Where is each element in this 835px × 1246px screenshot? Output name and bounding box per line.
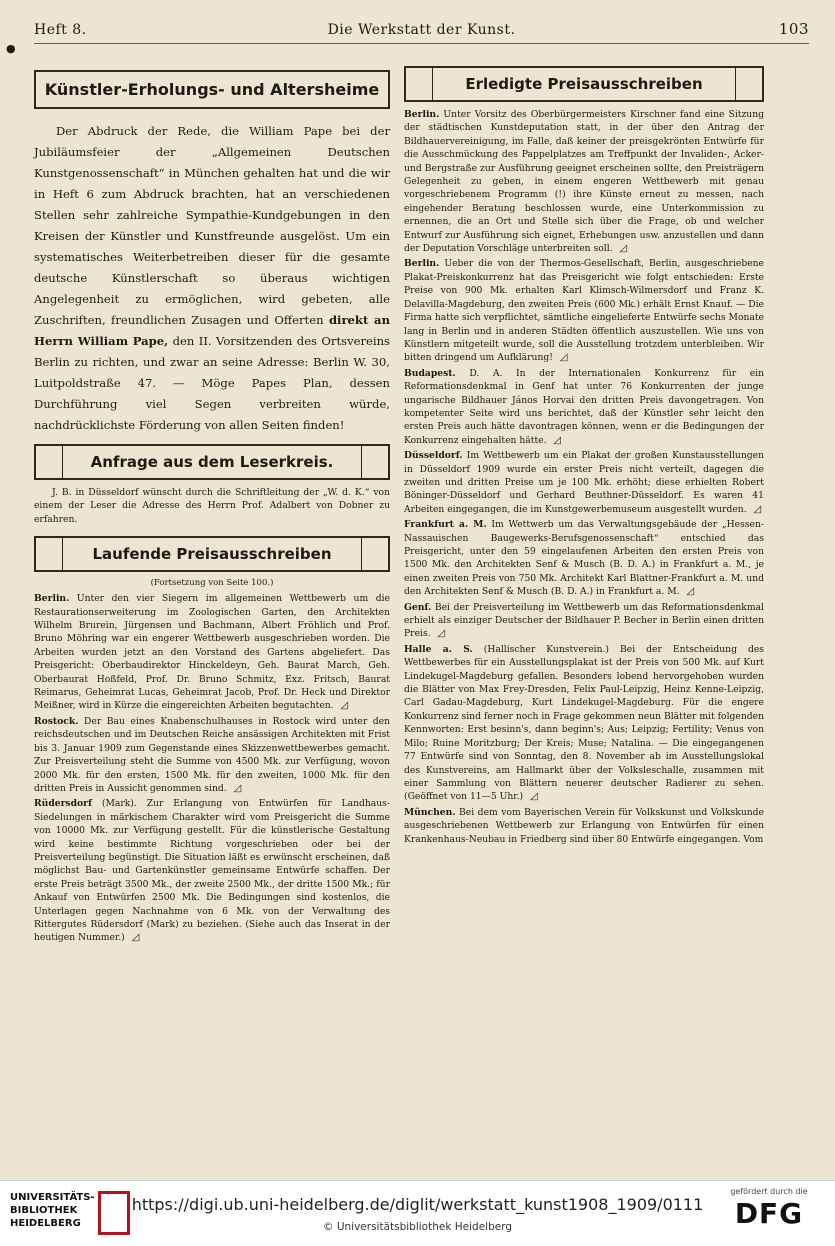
entry-lead: München. — [404, 806, 456, 818]
entry-berlin-deputation — [404, 108, 764, 255]
entry-lead: Budapest. — [404, 367, 456, 379]
entry-text: Im Wettwerb um das Verwaltungsgebäude der „Hessen-Nassauischen Baugewerks-Berufsgenossenschaft“ entschied das Preisgericht, unter den 59 eingelaufenen Arbeiten den ersten Preis von 1500 Mk. den Architekten Senf & Musch (B. D. A.) in Frankfurt a. M., je einen zweiten Preis von 750 Mk. Architekt Karl Blattner-Frankfurt a. M. und den Architekten Senf & Musch (B. D. A.) in Frankfurt a. M. — [404, 519, 764, 598]
library-name-line: HEIDELBERG — [10, 1218, 81, 1229]
running-header — [34, 18, 809, 44]
end-mark-icon: ◿ — [753, 503, 762, 515]
end-mark-icon: ◿ — [233, 782, 242, 794]
article-bold: direkt an Herrn William Pape, — [34, 313, 390, 348]
continuation-caption: (Fortsetzung von Seite 100.) — [150, 578, 274, 589]
heading-altersheime: Künstler-Erholungs- und Altersheime — [34, 70, 390, 109]
right-column — [404, 60, 764, 848]
left-column — [34, 60, 390, 947]
entry-text: Der Bau eines Knabenschulhauses in Rostock wird unter den reichsdeutschen und im Deutschen Reiche ansässigen Architekten mit Frist bis 3. Januar 1909 zum Gegenstande eines Skizzenwettbewerbes gemacht. Zur Preisverteilung steht die Summe von 4500 Mk. zur Verfügung, wovon 2000 Mk. für den ersten, 1500 Mk. für den zweiten, 1000 Mk. für den dritten Preis in Aussicht genommen sind. — [34, 715, 391, 794]
entry-text: (Hallischer Kunstverein.) Bei der Entscheidung des Wettbewerbes für ein Ausstellungsplakat ist der Preis von 500 Mk. auf Kurt Lindekugel-Magdeburg gefallen. Besonders lobend hervorgehoben wurden die Blätter von Max Frey-Dresden, Felix Paul-Leipzig, Heinz Kenne-Leipzig, Carl Gadau-Magdeburg, Kurt Lindekugel-Magdeburg. Für die engere Konkurrenz sind ferner noch in Frage gekommen neun Blätter mit folgenden Kennworten: Erst besinn's, dann beginn's; Aus; Leipzig; Fertility; Venus von Milo; Ruine Moritzburg; Der Kreis; Muse; Natalina. — Die eingegangenen 77 Entwürfe sind von Sonntag, den 8. November ab im Ausstellungslokal des Kunstvereins, am Hallmarkt über der Volksleschalle, zusammen mit einer Sammlung von Blättern neuerer deutscher Radierer zu sehen. (Geöffnet von 11—5 Uhr.) — [404, 643, 765, 803]
library-name-line: UNIVERSITÄTS- — [10, 1192, 95, 1203]
dfg-caption: gefördert durch die — [730, 1187, 808, 1196]
entry-lead: Rüdersdorf — [34, 798, 92, 810]
end-mark-icon: ◿ — [340, 700, 349, 712]
entry-text: Unter Vorsitz des Oberbürgermeisters Kirschner fand eine Sitzung der städtischen Kunstdeputation statt, in der über den Antrag der Bildhauervereinigung, im Falle, daß keiner der preisgekrönten Entwürfe für die Ausschmückung des Pappelplatzes am Treffpunkt der Invaliden-, Acker- und Bergstraße zur Ausführung geeignet erscheinen sollte, den Preisträgern Gelegenheit zu geben, in einem engeren Wettbewerb mit genau vorgeschriebenem Programm (!) ihre Künste erneut zu messen, nach eingehender Beratung beschlossen wurde, eine Unterkommission zu ernennen, die an Ort und Stelle sich über die Frage, ob und welcher Entwurf zur Ausführung sich eignet, Erhebungen usw. anzustellen und dann der Deputation Vorschläge unterbreiten soll. — [404, 109, 765, 255]
entry-ruedersdorf — [34, 797, 390, 944]
article-anfrage: J. B. in Düsseldorf wünscht durch die Schriftleitung der „W. d. K.“ von einem der Leser die Adresse des Herrn Prof. Adalbert von Dobner zu erfahren. — [34, 487, 390, 525]
article-tail: den II. Vorsitzenden des Ortsvereins Berlin zu richten, und zwar an seine Adresse: Berlin W. 30, Luitpoldstraße 47. — Möge Papes Plan, dessen Durchführung viel Segen verbreiten würde, nachdrücklichste Förderung von allen Seiten finden! — [34, 334, 391, 432]
entry-text: Bei dem vom Bayerischen Verein für Volkskunst und Volkskunde ausgeschriebenen Wettbewerb zur Erlangung von Entwürfen für einen Krankenhaus-Neubau in Friedberg sind über 80 Entwürfe eingegangen. Vom — [404, 806, 764, 845]
article-body: Der Abdruck der Rede, die William Pape bei der Jubiläumsfeier der „Allgemeinen Deutschen Kunstgenossenschaft“ in München gehalten hat und die wir in Heft 6 zum Abdruck brachten, hat an verschiedenen Stellen sehr zahlreiche Sympathie-Kundgebungen in den Kreisen der Künstler und Kunstfreunde ausgelöst. Um ein systematisches Weiterbetreiben dieser für die gesamte deutsche Künstlerschaft so überaus wichtigen Angelegenheit zu ermöglichen, wird gebeten, alle Zuschriften, freundlichen Zusagen und Offerten — [34, 124, 390, 327]
entry-genf — [404, 601, 764, 641]
entry-budapest — [404, 367, 764, 447]
end-mark-icon: ◿ — [553, 434, 562, 446]
library-name-line: BIBLIOTHEK — [10, 1205, 78, 1216]
entry-lead: Berlin. — [34, 593, 70, 605]
dfg-logo[interactable] — [719, 1187, 819, 1230]
entry-lead: Halle a. S. — [404, 643, 473, 655]
entry-duesseldorf — [404, 449, 764, 516]
entry-berlin-zoo — [34, 592, 390, 713]
entry-text: Unter den vier Siegern im allgemeinen Wettbewerb um die Restaurationserweiterung im Zoologischen Garten, den Architekten Wilhelm Brurein, Jürgensen und Bachmann, Albert Fröhlich und Prof. Bruno Möhring war ein engerer Wettbewerb ausgeschrieben worden. Die Arbeiten wurden jetzt an den Vorstand des Gartens abgeliefert. Das Preisgericht: Oberbaudirektor Hinckeldeyn, Geh. Baurat March, Geh. Oberbaurat Hoßfeld, Prof. Dr. Bruno Schmitz, Exz. Fritsch, Baurat Reimarus, Geheimrat Lucas, Geheimrat Jacob, Prof. Dr. Heck und Direktor Meißner, wird in Kürze die eingereichten Arbeiten begutachten. — [34, 593, 390, 712]
end-mark-icon: ◿ — [131, 932, 140, 944]
entry-rostock — [34, 715, 390, 795]
entry-frankfurt — [404, 518, 764, 598]
permalink-url[interactable]: https://digi.ub.uni-heidelberg.de/diglit/werkstatt_kunst1908_1909/0111 — [131, 1195, 704, 1214]
end-mark-icon: ◿ — [530, 791, 538, 803]
issue-label: Heft 8. — [34, 22, 87, 38]
end-mark-icon: ◿ — [686, 586, 695, 598]
entry-lead: Berlin. — [404, 258, 440, 270]
journal-title: Die Werkstatt der Kunst. — [327, 22, 516, 38]
entry-lead: Rostock. — [34, 715, 79, 727]
page-number: 103 — [778, 20, 809, 38]
entry-text: D. A. In der Internationalen Konkurrenz für ein Reformationsdenkmal in Genf hat unter 76 Konkurrenten der junge ungarische Bildhauer János Horvai den dritten Preis davongetragen. Von kompetenter Seite wird uns berichtet, daß der Künstler sehr leicht den ersten Preis auch hätte davontragen können, wenn er die Bedingungen der Konkurrenz eingehalten hätte. — [404, 367, 765, 446]
copyright-notice: © Universitätsbibliothek Heidelberg — [322, 1221, 512, 1233]
end-mark-icon: ◿ — [619, 243, 628, 255]
end-mark-icon: ◿ — [559, 352, 568, 364]
end-mark-icon: ◿ — [437, 628, 446, 640]
entry-lead: Genf. — [404, 601, 432, 613]
heading-laufende: Laufende Preisausschreiben — [34, 536, 390, 572]
entry-text: (Mark). Zur Erlangung von Entwürfen für Landhaus-Siedelungen in märkischem Charakter wird vom Preisgericht die Summe von 10000 Mk. zur Verfügung gestellt. Für die künstlerische Gestaltung wird keine bestimmte Richtung vorgeschrieben oder bei der Preisverteilung begünstigt. Die Situation läßt es erwünscht erscheinen, daß möglichst Bau- und Gartenkünstler gemeinsame Entwürfe schaffen. Der erste Preis beträgt 3500 Mk., der zweite 2500 Mk., der dritte 1500 Mk.; für Ankauf von Entwürfen 2500 Mk. Die Bedingungen sind kostenlos, die Unterlagen gegen Nachnahme von 6 Mk. von der Verwaltung des Rittergutes Rüdersdorf (Mark) zu beziehen. (Siehe auch das Inserat in der heutigen Nummer.) — [34, 798, 391, 944]
entry-lead: Düsseldorf. — [404, 450, 463, 462]
entry-text: Im Wettbewerb um ein Plakat der großen Kunstausstellungen in Düsseldorf 1909 wurde ein erster Preis nicht verteilt, dagegen die zweiten und dritten Preise um je 100 Mk. erhöht; diese erhielten Robert Böninger-Düsseldorf und Gerhard Beuthner-Düsseldorf. Es waren 41 Arbeiten eingegangen, die im Kunstgewerbemuseum ausgestellt wurden. — [404, 450, 765, 515]
viewer-footer — [0, 1180, 835, 1246]
article-altersheime — [34, 121, 390, 436]
heading-erledigte: Erledigte Preisausschreiben — [404, 66, 764, 102]
entry-berlin-thermos — [404, 257, 764, 364]
entry-lead: Berlin. — [404, 109, 440, 120]
entry-halle — [404, 643, 764, 804]
dfg-wordmark: DFG — [734, 1197, 804, 1230]
heading-anfrage: Anfrage aus dem Leserkreis. — [34, 444, 390, 480]
entry-text: Ueber die von der Thermos-Gesellschaft, Berlin, ausgeschriebene Plakat-Preiskonkurrenz hat das Preisgericht wie folgt entschieden: Erste Preise von 900 Mk. erhalten Karl Klimsch-Wilmersdorf und Franz K. Delavilla-Magdeburg, den zweiten Preis (600 Mk.) erhält Ernst Knauf. — Die Firma hatte sich verpflichtet, sämtliche eingelieferte Entwürfe sechs Monate lang in Berlin und in anderen Städten öffentlich auszustellen. Wie uns von Künstlern mitgeteilt wurde, soll die Ausstellung trotzdem unterbleiben. Wir bitten dringend um Aufklärung! — [404, 258, 764, 364]
entry-muenchen — [404, 806, 764, 846]
entry-text: Bei der Preisverteilung im Wettbewerb um das Reformationsdenkmal erhielt als einziger Deutscher der Bildhauer P. Becher in Berlin einen dritten Preis. — [404, 601, 764, 640]
margin-bullet: ● — [6, 42, 16, 55]
entry-lead: Frankfurt a. M. — [404, 519, 487, 531]
